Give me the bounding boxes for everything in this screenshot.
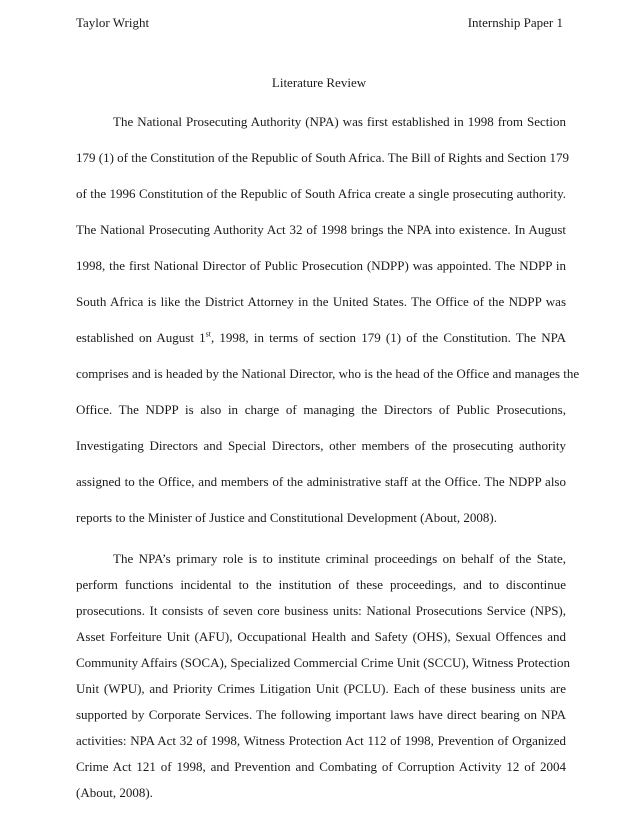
p1-line-12: reports to the Minister of Justice and Constitutional Development (About, 2008). — [76, 510, 497, 525]
p1-line-7-sup: st — [205, 329, 211, 339]
p2-line-3: prosecutions. It consists of seven core business units: National Prosecutions Service (NPS), — [76, 603, 566, 618]
p2-line-1: The NPA’s primary role is to institute criminal proceedings on behalf of the State, — [113, 551, 566, 566]
p1-line-6: South Africa is like the District Attorney in the United States. The Office of the NDPP was — [76, 294, 566, 309]
header-running-title: Internship Paper 1 — [467, 15, 563, 30]
p1-line-10: Investigating Directors and Special Directors, other members of the prosecuting authority — [76, 438, 566, 453]
p1-line-7-pre: established on August 1 — [76, 330, 206, 345]
p1-line-3: of the 1996 Constitution of the Republic of South Africa create a single prosecuting authority. — [76, 186, 566, 201]
p1-line-4: The National Prosecuting Authority Act 32 of 1998 brings the NPA into existence. In August — [76, 222, 566, 237]
p2-line-5: Community Affairs (SOCA), Specialized Commercial Crime Unit (SCCU), Witness Protection — [76, 655, 571, 670]
p2-line-10: (About, 2008). — [76, 785, 153, 800]
p2-line-8: activities: NPA Act 32 of 1998, Witness Protection Act 112 of 1998, Prevention of Organized — [76, 733, 566, 748]
header-author: Taylor Wright — [76, 15, 150, 30]
p2-line-2: perform functions incidental to the institution of these proceedings, and to discontinue — [76, 577, 566, 592]
p1-line-7-post: , 1998, in terms of section 179 (1) of the Constitution. The NPA — [211, 330, 567, 345]
p2-line-4: Asset Forfeiture Unit (AFU), Occupational Health and Safety (OHS), Sexual Offences and — [76, 629, 566, 644]
p2-line-6: Unit (WPU), and Priority Crimes Litigation Unit (PCLU). Each of these business units are — [76, 681, 566, 696]
p1-line-11: assigned to the Office, and members of the administrative staff at the Office. The NDPP also — [76, 474, 566, 489]
p1-line-1: The National Prosecuting Authority (NPA) was first established in 1998 from Section — [113, 114, 566, 129]
p1-line-5: 1998, the first National Director of Public Prosecution (NDPP) was appointed. The NDPP in — [76, 258, 566, 273]
p1-line-8: comprises and is headed by the National Director, who is the head of the Office and manages the — [76, 366, 580, 381]
p2-line-7: supported by Corporate Services. The following important laws have direct bearing on NPA — [76, 707, 566, 722]
p1-line-9: Office. The NDPP is also in charge of managing the Directors of Public Prosecutions, — [76, 402, 566, 417]
p1-line-2: 179 (1) of the Constitution of the Republic of South Africa. The Bill of Rights and Section 179 — [76, 150, 569, 165]
section-title: Literature Review — [271, 75, 367, 90]
p2-line-9: Crime Act 121 of 1998, and Prevention and Combating of Corruption Activity 12 of 2004 — [76, 759, 566, 774]
p1-line-7 — [76, 330, 566, 346]
page-header — [76, 15, 563, 33]
